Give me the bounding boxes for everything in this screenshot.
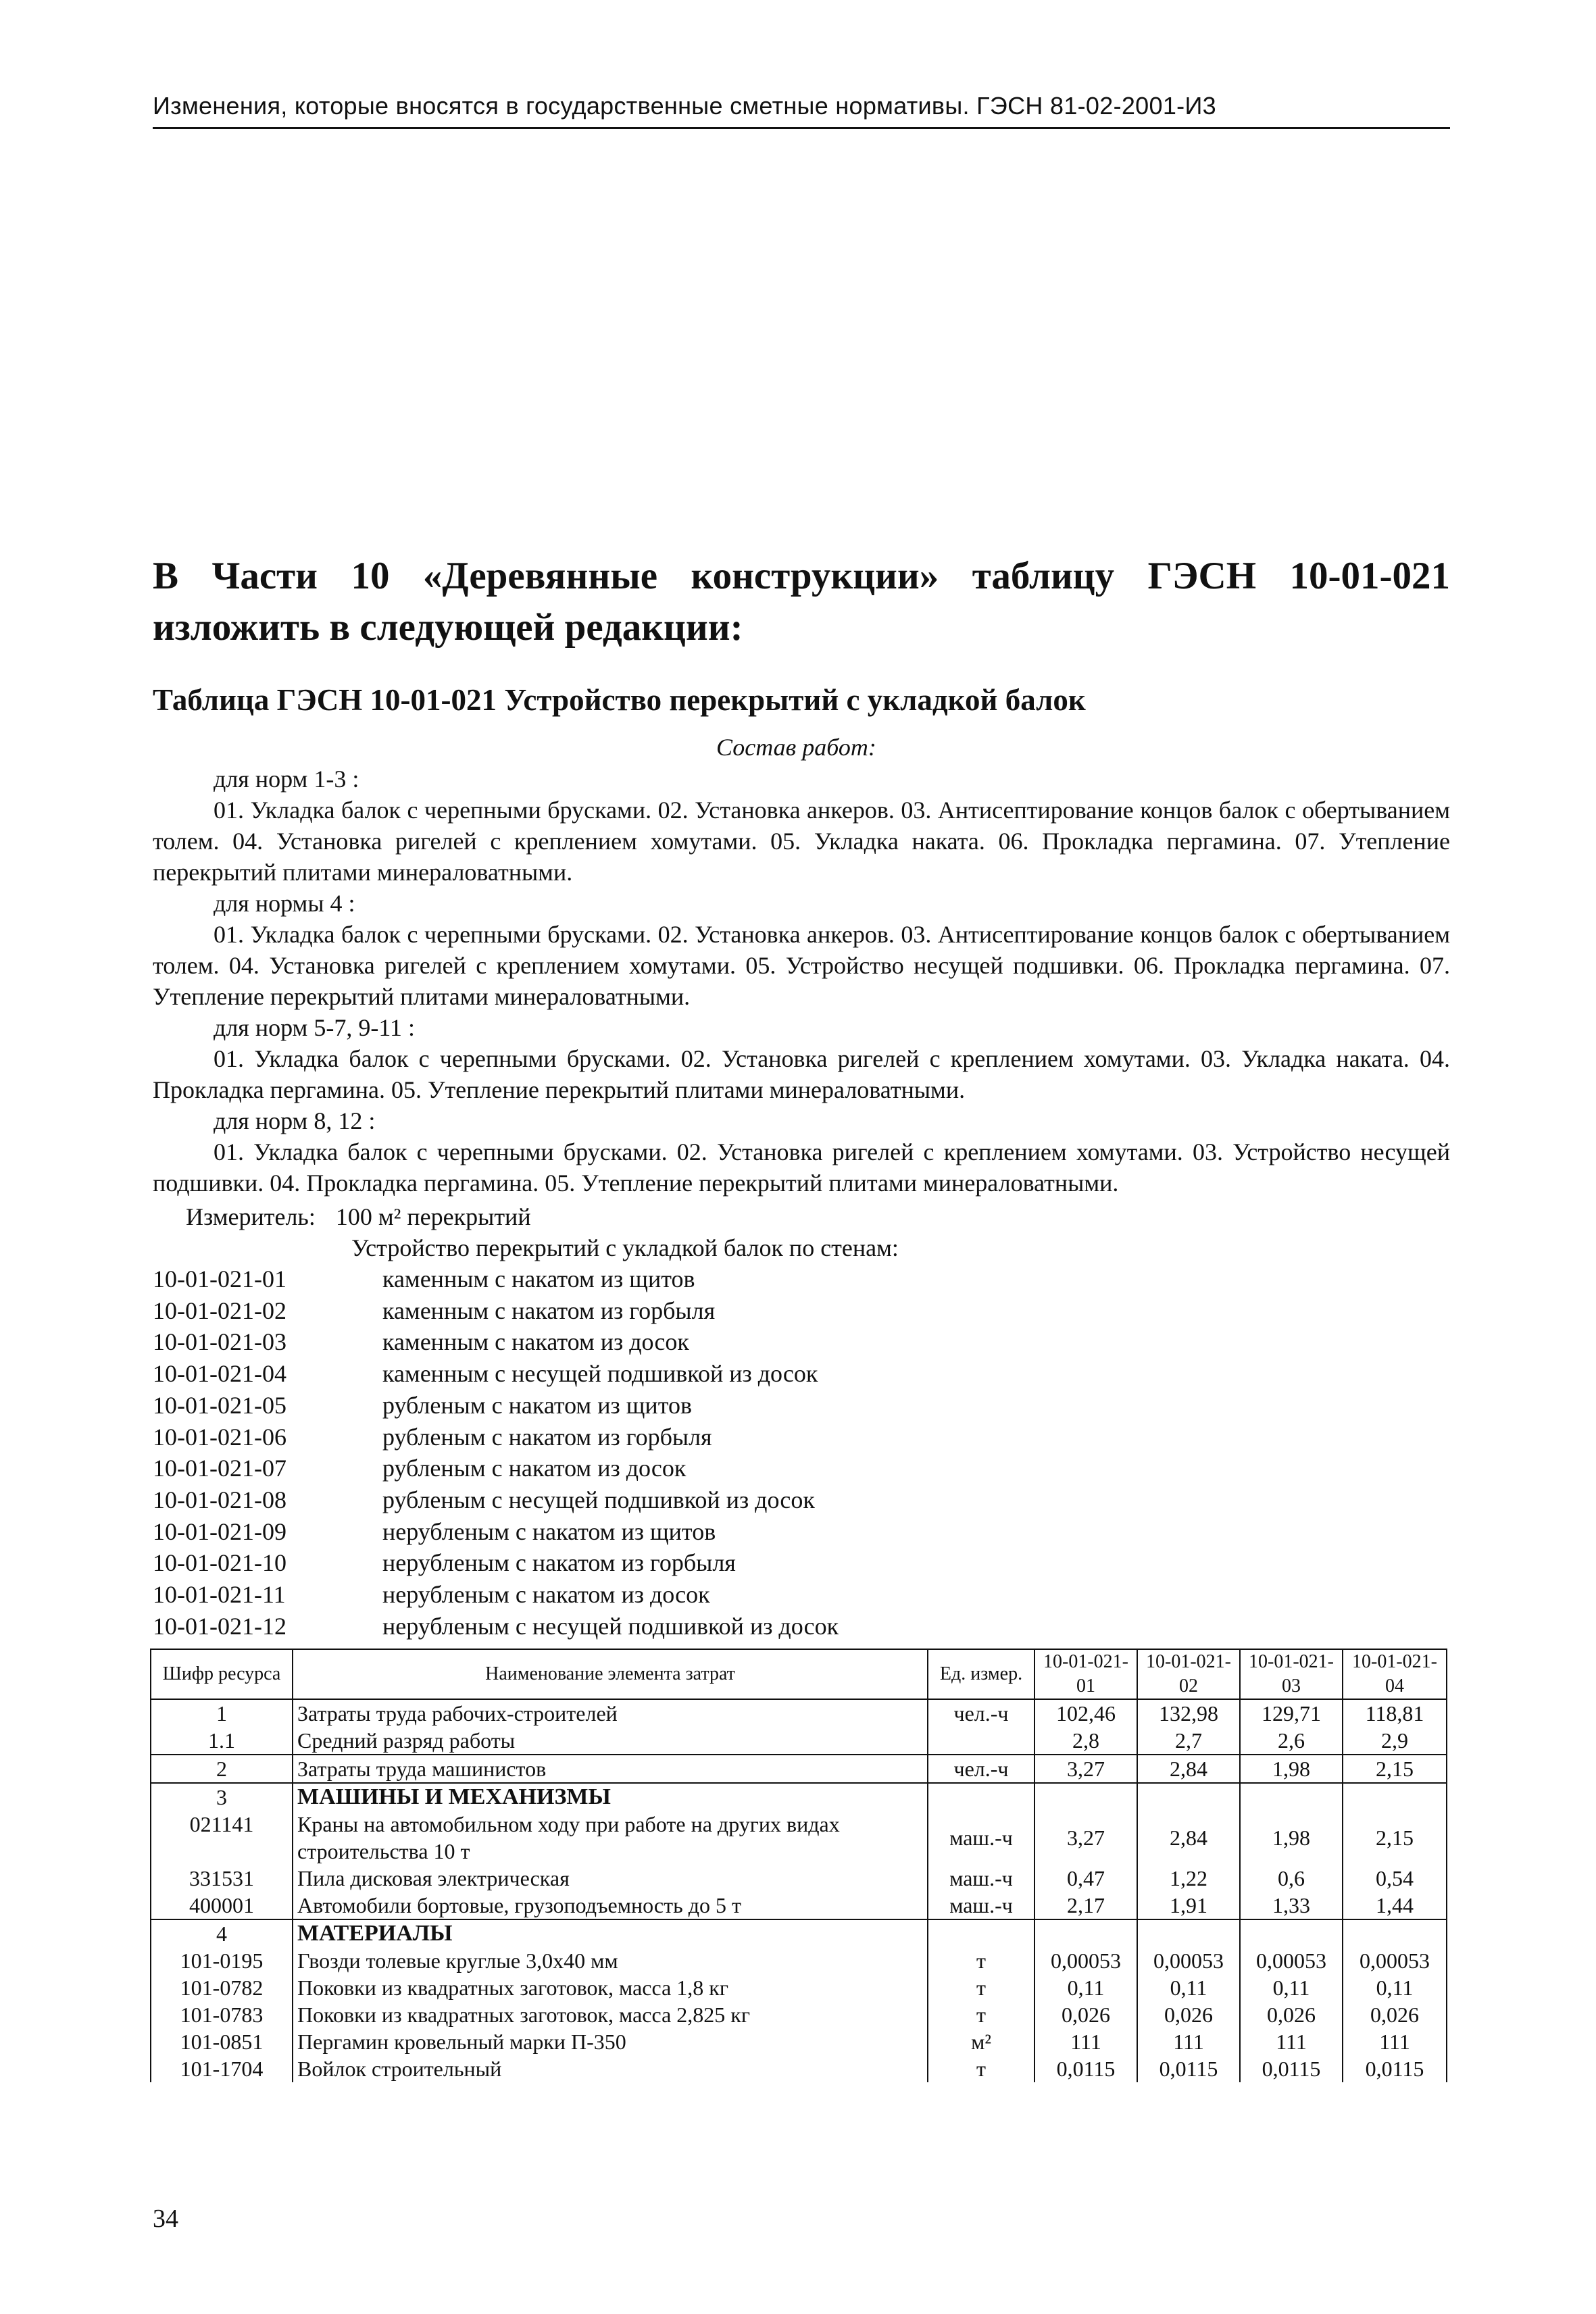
- cell-code: 1.1: [151, 1727, 293, 1755]
- norm-text: каменным с накатом из горбыля: [382, 1297, 716, 1324]
- cell-value: 0,026: [1343, 2001, 1447, 2028]
- norm-text: рубленым с накатом из горбыля: [382, 1423, 712, 1451]
- cell-unit: [928, 1727, 1034, 1755]
- cell-value: 0,00053: [1343, 1947, 1447, 1974]
- work-group-label: для норм 8, 12 :: [214, 1107, 376, 1134]
- cell-value: 0,00053: [1034, 1947, 1137, 1974]
- table-row: [151, 2001, 1447, 2028]
- work-group-text: 01. Укладка балок с черепными брусками. 02. Установка ригелей с креплением хомутами. 03. Укладка наката. 04. Прокладка пергамина. 05. Утепление перекрытий плитами минераловатными.: [153, 1045, 1450, 1103]
- cell-unit: т: [928, 1947, 1034, 1974]
- cell-value: 2,7: [1137, 1727, 1240, 1755]
- group-title: МАТЕРИАЛЫ: [293, 1919, 928, 1947]
- cell-value: 1,33: [1240, 1892, 1343, 1919]
- table-group-row: [151, 1783, 1447, 1811]
- norm-row: [153, 1390, 839, 1422]
- cell-value: 0,026: [1137, 2001, 1240, 2028]
- cell-value: 1,44: [1343, 1892, 1447, 1919]
- cell-code: 101-0782: [151, 1974, 293, 2001]
- norm-text: нерубленым с накатом из горбыля: [382, 1549, 736, 1577]
- cell-name: Автомобили бортовые, грузоподъемность до 5 т: [293, 1892, 928, 1919]
- norm-row: [153, 1295, 839, 1327]
- cell-value: 0,11: [1343, 1974, 1447, 2001]
- cell-value: 0,0115: [1137, 2055, 1240, 2082]
- cell-value: 0,47: [1034, 1865, 1137, 1892]
- norm-code: 10-01-021-09: [153, 1517, 286, 1545]
- measure-label: Измеритель:: [186, 1203, 316, 1230]
- work-group-label: для нормы 4 :: [214, 890, 355, 917]
- cell-name: Поковки из квадратных заготовок, масса 2,825 кг: [293, 2001, 928, 2028]
- cell-unit: [928, 1919, 1034, 1947]
- work-composition-label: Состав работ:: [716, 734, 876, 761]
- cell-name: Гвозди толевые круглые 3,0х40 мм: [293, 1947, 928, 1974]
- cell-value: 129,71: [1240, 1699, 1343, 1727]
- running-header: Изменения, которые вносятся в государственные сметные нормативы. ГЭСН 81-02-2001-И3: [153, 92, 1450, 129]
- cell-unit: т: [928, 2001, 1034, 2028]
- cell-value: [1240, 1919, 1343, 1947]
- table-row: [151, 2055, 1447, 2082]
- cell-unit: чел.-ч: [928, 1699, 1034, 1727]
- norm-code: 10-01-021-01: [153, 1265, 286, 1292]
- cell-value: 2,15: [1343, 1811, 1447, 1865]
- cell-value: 2,6: [1240, 1727, 1343, 1755]
- norm-text: каменным с накатом из досок: [382, 1328, 689, 1356]
- work-composition: [153, 763, 1450, 1199]
- header-col: 10-01-021-02: [1137, 1649, 1240, 1699]
- norm-text: рубленым с накатом из щитов: [382, 1391, 692, 1419]
- cell-value: 118,81: [1343, 1699, 1447, 1727]
- cell-code: 400001: [151, 1892, 293, 1919]
- table-row: [151, 1727, 1447, 1755]
- table-group-row: [151, 1919, 1447, 1947]
- norm-text: рубленым с несущей подшивкой из досок: [382, 1486, 815, 1513]
- cell-value: [1034, 1783, 1137, 1811]
- cell-value: 102,46: [1034, 1699, 1137, 1727]
- norm-code: 10-01-021-10: [153, 1549, 286, 1577]
- norm-row: [153, 1484, 839, 1516]
- work-group-text: 01. Укладка балок с черепными брусками. 02. Установка анкеров. 03. Антисептирование концов балок с обертыванием толем. 04. Установка ригелей с креплением хомутами. 05. Укладка наката. 06. Прокладка пергамина. 07. Утепление перекрытий плитами минераловатными.: [153, 797, 1450, 886]
- header-unit: Ед. измер.: [928, 1649, 1034, 1699]
- work-group-label: для норм 5-7, 9-11 :: [214, 1014, 415, 1041]
- norm-text: нерубленым с несущей подшивкой из досок: [382, 1612, 839, 1640]
- norm-row: [153, 1547, 839, 1579]
- cell-value: 111: [1240, 2028, 1343, 2055]
- norm-code: 10-01-021-05: [153, 1391, 286, 1419]
- cell-value: 2,84: [1137, 1755, 1240, 1783]
- norm-row: [153, 1579, 839, 1611]
- cell-code: 101-0851: [151, 2028, 293, 2055]
- norm-code: 10-01-021-03: [153, 1328, 286, 1356]
- cell-name: Средний разряд работы: [293, 1727, 928, 1755]
- norms-heading: Устройство перекрытий с укладкой балок по стенам:: [351, 1234, 899, 1261]
- cell-code: 2: [151, 1755, 293, 1783]
- cell-value: 2,8: [1034, 1727, 1137, 1755]
- cell-value: 0,11: [1240, 1974, 1343, 2001]
- norm-text: каменным с накатом из щитов: [382, 1265, 695, 1292]
- cell-value: [1343, 1783, 1447, 1811]
- cell-value: [1137, 1919, 1240, 1947]
- table-row: [151, 1892, 1447, 1919]
- table-row: [151, 1865, 1447, 1892]
- cell-value: 2,9: [1343, 1727, 1447, 1755]
- cell-unit: маш.-ч: [928, 1892, 1034, 1919]
- cell-value: 132,98: [1137, 1699, 1240, 1727]
- cell-code: 331531: [151, 1865, 293, 1892]
- cell-value: 0,11: [1034, 1974, 1137, 2001]
- cell-value: 1,91: [1137, 1892, 1240, 1919]
- cell-value: 3,27: [1034, 1755, 1137, 1783]
- cell-unit: м²: [928, 2028, 1034, 2055]
- norm-code: 10-01-021-06: [153, 1423, 286, 1451]
- group-title: МАШИНЫ И МЕХАНИЗМЫ: [293, 1783, 928, 1811]
- cell-code: 3: [151, 1783, 293, 1811]
- cell-unit: маш.-ч: [928, 1811, 1034, 1865]
- cell-value: 2,17: [1034, 1892, 1137, 1919]
- cell-name: Затраты труда рабочих-строителей: [293, 1699, 928, 1727]
- cell-value: 0,54: [1343, 1865, 1447, 1892]
- norm-text: каменным с несущей подшивкой из досок: [382, 1360, 818, 1388]
- cell-unit: чел.-ч: [928, 1755, 1034, 1783]
- cell-code: 021141: [151, 1811, 293, 1865]
- header-col: 10-01-021-04: [1343, 1649, 1447, 1699]
- cell-name: Поковки из квадратных заготовок, масса 1,8 кг: [293, 1974, 928, 2001]
- cell-value: [1034, 1919, 1137, 1947]
- table-header-row: [151, 1649, 1447, 1699]
- cell-value: 111: [1034, 2028, 1137, 2055]
- cell-value: 0,11: [1137, 1974, 1240, 2001]
- norm-row: [153, 1326, 839, 1358]
- header-col: 10-01-021-03: [1240, 1649, 1343, 1699]
- norm-code: 10-01-021-04: [153, 1360, 286, 1388]
- norm-code: 10-01-021-07: [153, 1455, 286, 1482]
- cell-value: 0,0115: [1343, 2055, 1447, 2082]
- cell-value: 0,026: [1034, 2001, 1137, 2028]
- cell-code: 101-0783: [151, 2001, 293, 2028]
- cell-value: 3,27: [1034, 1811, 1137, 1865]
- cell-value: 0,0115: [1034, 2055, 1137, 2082]
- cell-value: 0,00053: [1137, 1947, 1240, 1974]
- norm-row: [153, 1422, 839, 1453]
- cell-name: Краны на автомобильном ходу при работе на других видах строительства 10 т: [293, 1811, 928, 1865]
- norm-row: [153, 1263, 839, 1295]
- section-title: В Части 10 «Деревянные конструкции» таблицу ГЭСН 10-01-021 изложить в следующей редакции:: [153, 555, 1450, 649]
- norm-code: 10-01-021-08: [153, 1486, 286, 1513]
- header-name: Наименование элемента затрат: [293, 1649, 928, 1699]
- cell-value: [1240, 1783, 1343, 1811]
- norm-text: нерубленым с накатом из щитов: [382, 1517, 716, 1545]
- cell-value: 0,6: [1240, 1865, 1343, 1892]
- cell-value: [1343, 1919, 1447, 1947]
- norm-text: рубленым с накатом из досок: [382, 1455, 687, 1482]
- norm-row: [153, 1516, 839, 1548]
- cell-unit: [928, 1783, 1034, 1811]
- norm-code: 10-01-021-11: [153, 1581, 286, 1609]
- norm-code: 10-01-021-02: [153, 1297, 286, 1324]
- cell-value: 0,026: [1240, 2001, 1343, 2028]
- norm-row: [153, 1611, 839, 1642]
- cell-code: 4: [151, 1919, 293, 1947]
- cell-name: Войлок строительный: [293, 2055, 928, 2082]
- page-number: 34: [153, 2205, 178, 2233]
- table-row: [151, 2028, 1447, 2055]
- cell-code: 101-0195: [151, 1947, 293, 1974]
- norm-code: 10-01-021-12: [153, 1612, 286, 1640]
- norm-list: [153, 1263, 839, 1642]
- work-group-label: для норм 1-3 :: [214, 765, 359, 793]
- table-row: [151, 1699, 1447, 1727]
- cell-value: 0,0115: [1240, 2055, 1343, 2082]
- cell-value: 111: [1343, 2028, 1447, 2055]
- measure-value: 100 м² перекрытий: [335, 1203, 531, 1230]
- header-code: Шифр ресурса: [151, 1649, 293, 1699]
- cell-name: Пергамин кровельный марки П-350: [293, 2028, 928, 2055]
- cell-value: 2,15: [1343, 1755, 1447, 1783]
- cell-unit: т: [928, 1974, 1034, 2001]
- cell-value: 0,00053: [1240, 1947, 1343, 1974]
- resource-table: [150, 1649, 1447, 2082]
- cell-name: Затраты труда машинистов: [293, 1755, 928, 1783]
- table-title: Таблица ГЭСН 10-01-021 Устройство перекрытий с укладкой балок: [153, 683, 1086, 717]
- norm-row: [153, 1453, 839, 1484]
- measure-line: [186, 1203, 531, 1231]
- header-col: 10-01-021-01: [1034, 1649, 1137, 1699]
- cell-value: [1137, 1783, 1240, 1811]
- cell-value: 111: [1137, 2028, 1240, 2055]
- cell-value: 1,98: [1240, 1811, 1343, 1865]
- norm-text: нерубленым с накатом из досок: [382, 1581, 710, 1609]
- cell-value: 2,84: [1137, 1811, 1240, 1865]
- norm-row: [153, 1358, 839, 1390]
- table-row: [151, 1974, 1447, 2001]
- cell-value: 1,22: [1137, 1865, 1240, 1892]
- cell-value: 1,98: [1240, 1755, 1343, 1783]
- cell-name: Пила дисковая электрическая: [293, 1865, 928, 1892]
- cell-code: 101-1704: [151, 2055, 293, 2082]
- cell-unit: маш.-ч: [928, 1865, 1034, 1892]
- cell-unit: т: [928, 2055, 1034, 2082]
- work-group-text: 01. Укладка балок с черепными брусками. 02. Установка ригелей с креплением хомутами. 03. Устройство несущей подшивки. 04. Прокладка пергамина. 05. Утепление перекрытий плитами минераловатными.: [153, 1138, 1450, 1197]
- table-row: [151, 1947, 1447, 1974]
- table-row: [151, 1755, 1447, 1783]
- table-row: [151, 1811, 1447, 1865]
- cell-code: 1: [151, 1699, 293, 1727]
- work-group-text: 01. Укладка балок с черепными брусками. 02. Установка анкеров. 03. Антисептирование концов балок с обертыванием толем. 04. Установка ригелей с креплением хомутами. 05. Устройство несущей подшивки. 06. Прокладка пергамина. 07. Утепление перекрытий плитами минераловатными.: [153, 921, 1450, 1010]
